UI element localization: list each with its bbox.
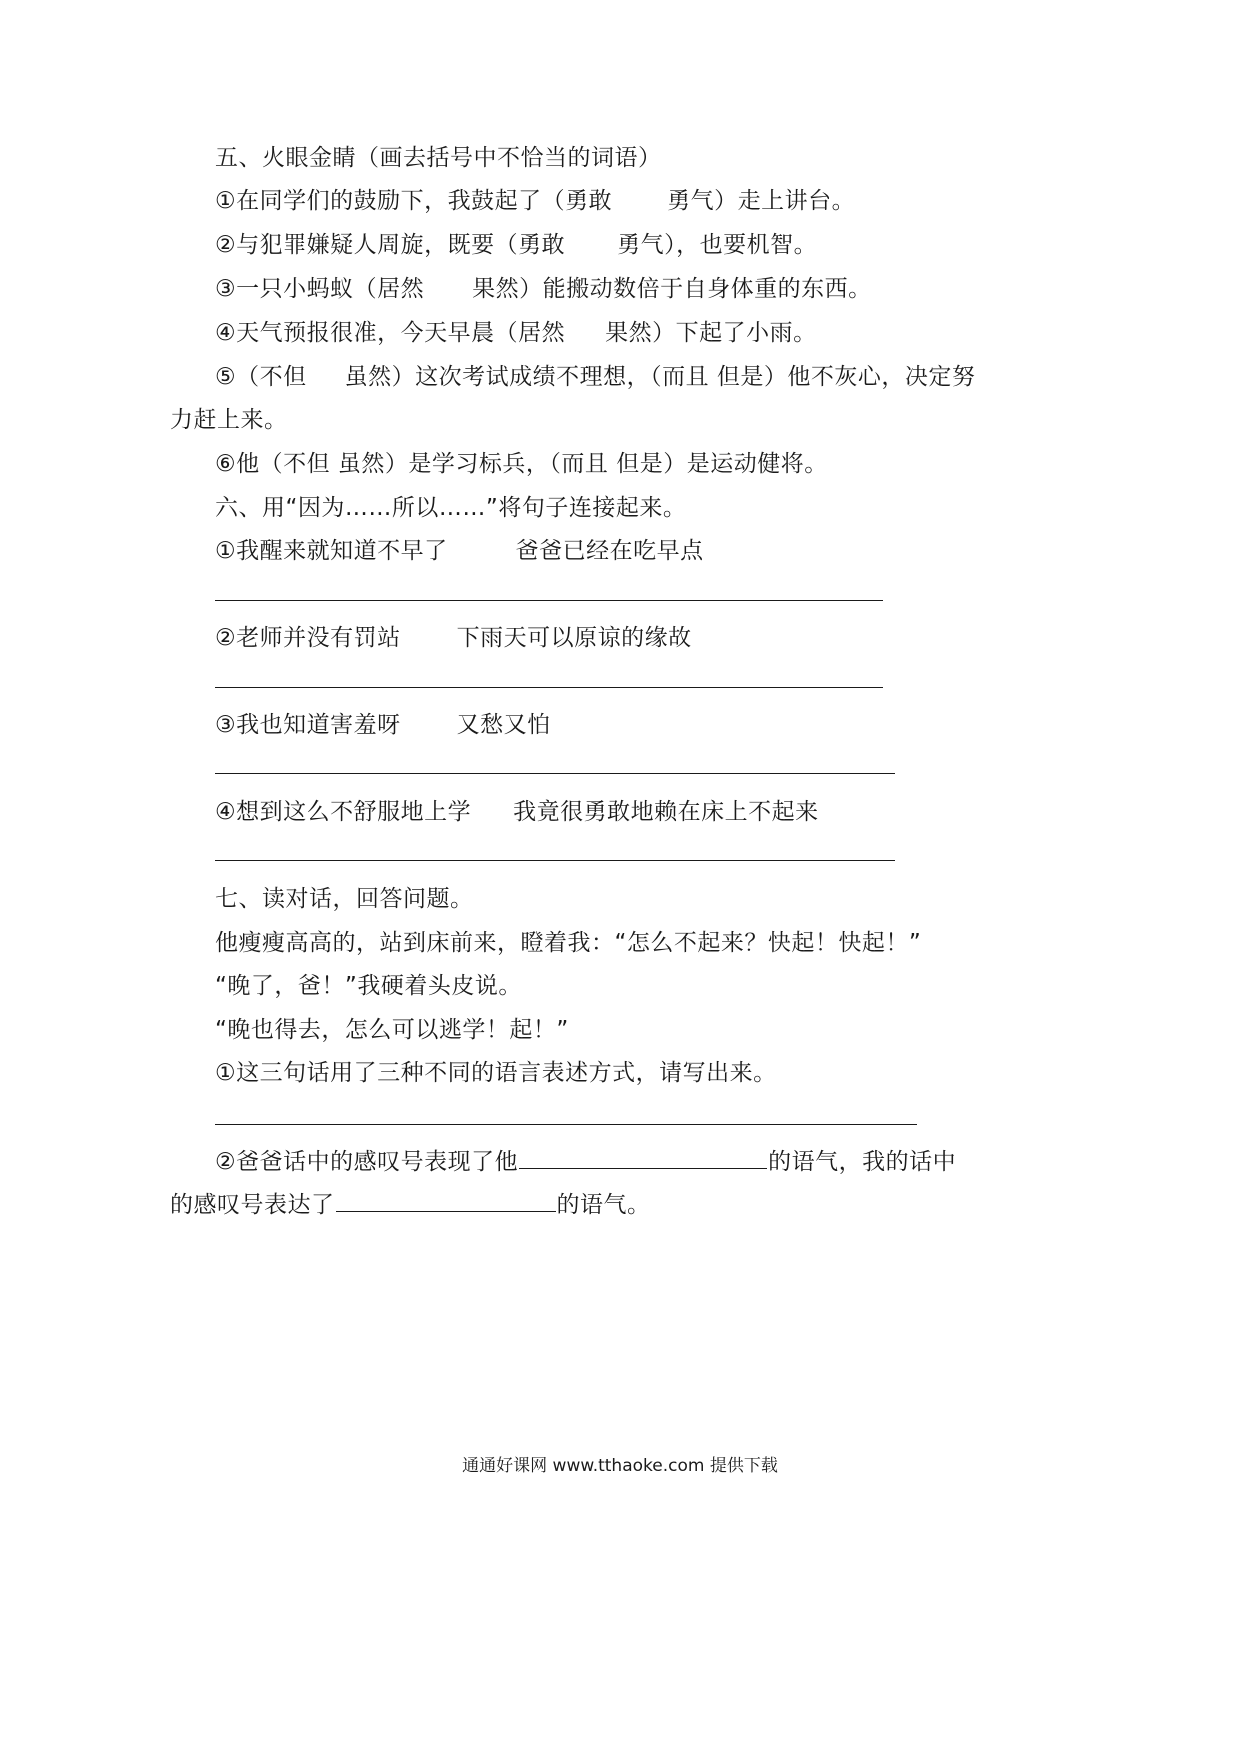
answer-line[interactable] <box>215 687 883 688</box>
sentence-part-a: ③我也知道害羞呀 <box>215 712 401 738</box>
section-6-item-1 <box>215 536 704 566</box>
section-5-question-5-continued: 力赶上来。 <box>170 407 288 433</box>
section-5-title: 五、火眼金睛（画去括号中不恰当的词语） <box>215 145 662 171</box>
blank-field[interactable] <box>519 1146 767 1169</box>
sentence-part-b: 又愁又怕 <box>456 712 551 738</box>
question-text: ④天气预报很准，今天早晨（居然 <box>215 320 566 346</box>
section-5-question-2 <box>215 230 817 260</box>
question-text: 果然）能搬动数倍于自身体重的东西。 <box>472 276 872 302</box>
sentence-part-b: 爸爸已经在吃早点 <box>515 538 704 564</box>
question-text: ①在同学们的鼓励下，我鼓起了（勇敢 <box>215 188 613 214</box>
question-text: 的语气，我的话中 <box>768 1149 957 1175</box>
section-7-question-2 <box>215 1146 956 1177</box>
passage-line-2: “晚了，爸！”我硬着头皮说。 <box>215 973 522 999</box>
answer-line[interactable] <box>215 860 895 861</box>
section-6-item-2 <box>215 623 692 653</box>
sentence-part-a: ①我醒来就知道不早了 <box>215 538 448 564</box>
sentence-part-b: 下雨天可以原谅的缘故 <box>456 625 692 651</box>
answer-line[interactable] <box>215 773 895 774</box>
section-5-question-3 <box>215 274 872 304</box>
blank-field[interactable] <box>336 1189 556 1212</box>
sentence-part-b: 我竟很勇敢地赖在床上不起来 <box>513 799 819 825</box>
question-text: ②爸爸话中的感叹号表现了他 <box>215 1149 519 1175</box>
question-text: 勇气），也要机智。 <box>617 232 818 258</box>
section-6-item-4 <box>215 797 819 827</box>
section-7-question-1: ①这三句话用了三种不同的语言表述方式，请写出来。 <box>215 1060 777 1086</box>
footer-credit: 通通好课网 www.tthaoke.com 提供下载 <box>462 1456 778 1476</box>
passage-line-3: “晚也得去，怎么可以逃学！起！” <box>215 1017 569 1043</box>
section-7-title: 七、读对话，回答问题。 <box>215 886 474 912</box>
section-5-question-6: ⑥他（不但 虽然）是学习标兵，（而且 但是）是运动健将。 <box>215 451 828 477</box>
section-6-item-3 <box>215 710 551 740</box>
sentence-part-a: ②老师并没有罚站 <box>215 625 401 651</box>
passage-line-1: 他瘦瘦高高的，站到床前来，瞪着我：“怎么不起来？快起！快起！” <box>215 930 922 956</box>
section-5-question-5 <box>215 362 975 392</box>
section-5-question-1 <box>215 186 855 216</box>
question-text: ③一只小蚂蚁（居然 <box>215 276 425 302</box>
question-text: 的感叹号表达了 <box>170 1192 335 1218</box>
question-text: ②与犯罪嫌疑人周旋，既要（勇敢 <box>215 232 566 258</box>
section-6-title: 六、用“因为……所以……”将句子连接起来。 <box>215 495 687 521</box>
sentence-part-a: ④想到这么不舒服地上学 <box>215 799 472 825</box>
question-text: ⑤（不但 <box>215 364 307 390</box>
question-text: 虽然）这次考试成绩不理想，（而且 但是）他不灰心，决定努 <box>344 364 976 390</box>
question-text: 勇气）走上讲台。 <box>667 188 856 214</box>
section-7-question-2-continued <box>170 1189 651 1220</box>
answer-line[interactable] <box>215 600 883 601</box>
question-text: 果然）下起了小雨。 <box>605 320 817 346</box>
question-text: 的语气。 <box>556 1192 651 1218</box>
answer-line[interactable] <box>215 1124 917 1125</box>
section-5-question-4 <box>215 318 817 348</box>
